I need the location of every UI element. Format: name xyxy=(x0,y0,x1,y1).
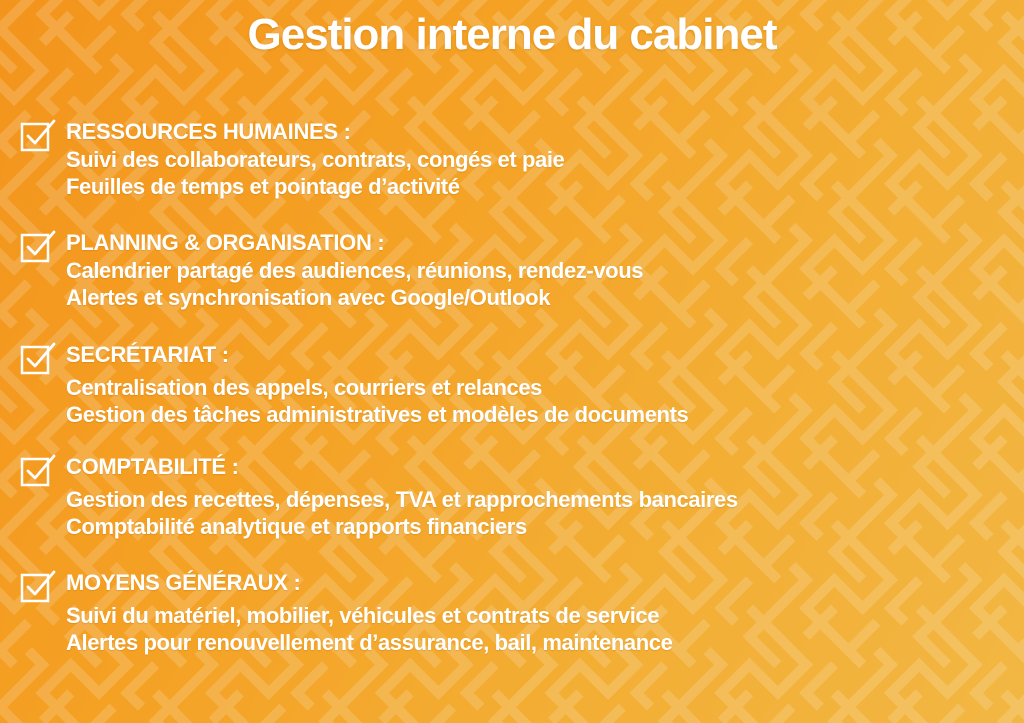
section-line: Suivi du matériel, mobilier, véhicules et contrats de service xyxy=(66,603,660,628)
checkbox-checked-icon xyxy=(20,453,56,487)
checkbox-checked-icon xyxy=(20,118,56,152)
section-line: Gestion des tâches administratives et modèles de documents xyxy=(66,402,689,427)
section-heading: MOYENS GÉNÉRAUX : xyxy=(66,570,301,595)
checkbox-checked-icon xyxy=(20,341,56,375)
page-title: Gestion interne du cabinet xyxy=(247,10,777,59)
section-heading: PLANNING & ORGANISATION : xyxy=(66,230,385,255)
section-line: Feuilles de temps et pointage d’activité xyxy=(66,174,460,199)
checkbox-checked-icon xyxy=(20,569,56,603)
section-text xyxy=(66,229,1006,311)
section-line: Suivi des collaborateurs, contrats, congés et paie xyxy=(66,147,565,172)
section-text xyxy=(66,453,1006,540)
section-text xyxy=(66,569,1006,656)
section-line: Centralisation des appels, courriers et relances xyxy=(66,375,543,400)
checkbox-checked-icon xyxy=(20,229,56,263)
section-heading: SECRÉTARIAT : xyxy=(66,342,229,367)
section-line: Comptabilité analytique et rapports financiers xyxy=(66,514,527,539)
section-text xyxy=(66,341,1006,428)
section-line: Alertes et synchronisation avec Google/Outlook xyxy=(66,285,551,310)
section-heading: COMPTABILITÉ : xyxy=(66,454,239,479)
section-line: Gestion des recettes, dépenses, TVA et rapprochements bancaires xyxy=(66,487,738,512)
section-line: Alertes pour renouvellement d’assurance, bail, maintenance xyxy=(66,630,673,655)
section-text xyxy=(66,118,1006,200)
section-heading: RESSOURCES HUMAINES : xyxy=(66,119,351,144)
section-line: Calendrier partagé des audiences, réunions, rendez-vous xyxy=(66,258,644,283)
